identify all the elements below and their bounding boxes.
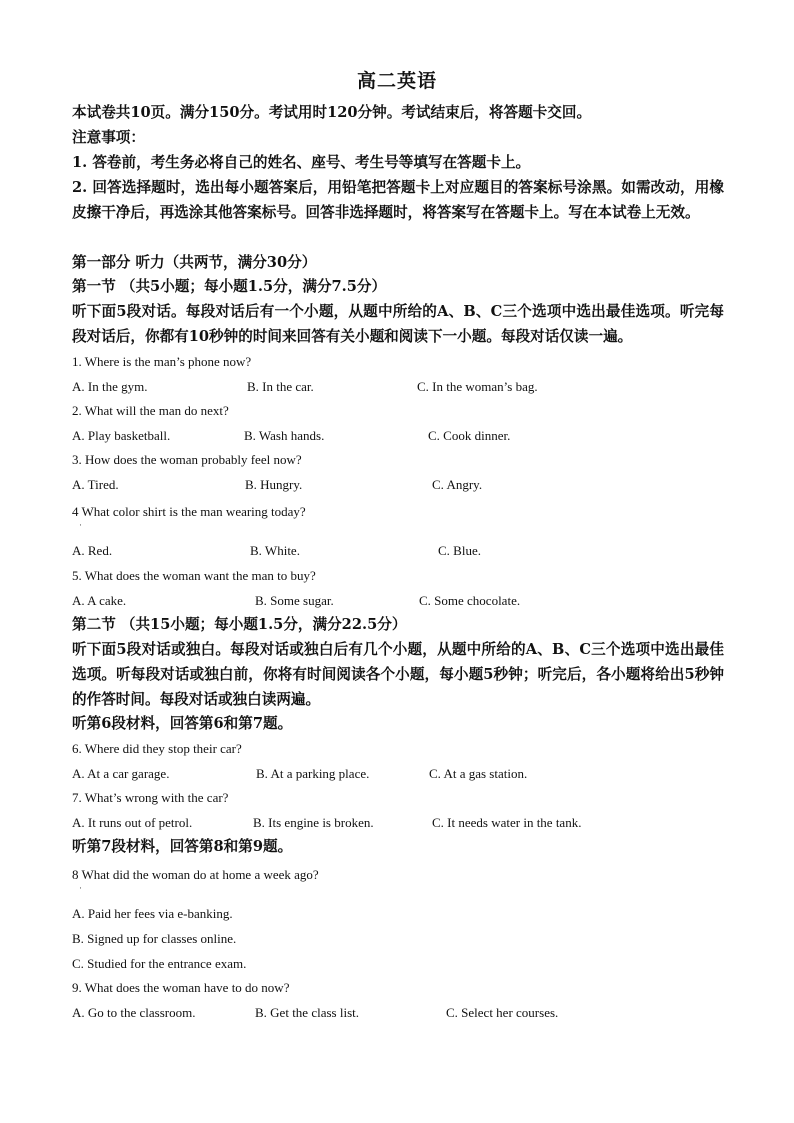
option-a: A. Tired. [72, 477, 119, 492]
option-a: A. In the gym. [72, 379, 148, 394]
question-stem: 4 What color shirt is the man wearing today? [72, 504, 306, 519]
question-stem: 2. What will the man do next? [72, 403, 229, 418]
question-stem: 6. Where did they stop their car? [72, 741, 242, 756]
option-a: A. A cake. [72, 593, 127, 608]
stray-dot-mark: · [79, 883, 82, 893]
option-c: C. Angry. [432, 477, 483, 492]
option-a: A. At a car garage. [72, 766, 170, 781]
option-c: C. It needs water in the tank. [432, 815, 582, 830]
question-stem: 8 What did the woman do at home a week ago? [72, 867, 319, 882]
option-c: C. Cook dinner. [428, 428, 511, 443]
option-b: B. Signed up for classes online. [72, 931, 237, 946]
option-b: B. Get the class list. [255, 1005, 359, 1020]
question-stem: 7. What’s wrong with the car? [72, 790, 229, 805]
part1-title: 第一部分 听力（共两节，满分30分） [72, 254, 317, 271]
option-c: C. At a gas station. [429, 766, 528, 781]
material-6-heading: 听第6段材料，回答第6和第7题。 [72, 715, 293, 732]
option-b: B. Its engine is broken. [253, 815, 374, 830]
option-b: B. Wash hands. [244, 428, 325, 443]
option-b: B. Some sugar. [255, 593, 334, 608]
option-a: A. Paid her fees via e-banking. [72, 906, 233, 921]
question-stem: 9. What does the woman have to do now? [72, 980, 290, 995]
section1-instructions: 听下面5段对话。每段对话后有一个小题，从题中所给的A、B、C三个选项中选出最佳选项。听完每段对话后，你都有10秒钟的时间来回答有关小题和阅读下一小题。每段对话仅读一遍。 [72, 303, 724, 345]
exam-intro: 本试卷共10页。满分150分。考试用时120分钟。考试结束后，将答题卡交回。 [72, 104, 592, 121]
page-title: 高二英语 [356, 70, 437, 92]
option-a: A. Play basketball. [72, 428, 171, 443]
option-c: C. In the woman’s bag. [417, 379, 538, 394]
stray-dot-mark: · [79, 520, 82, 530]
option-a: A. It runs out of petrol. [72, 815, 193, 830]
option-a: A. Go to the classroom. [72, 1005, 196, 1020]
section1-title: 第一节 （共5小题；每小题1.5分，满分7.5分） [72, 278, 387, 295]
notice-item-1: 1. 答卷前，考生务必将自己的姓名、座号、考生号等填写在答题卡上。 [72, 154, 531, 171]
notice-heading: 注意事项： [72, 129, 145, 146]
option-b: B. Hungry. [245, 477, 303, 492]
question-stem: 1. Where is the man’s phone now? [72, 354, 252, 369]
material-7-heading: 听第7段材料，回答第8和第9题。 [72, 838, 293, 855]
question-stem: 5. What does the woman want the man to buy? [72, 568, 316, 583]
option-b: B. White. [250, 543, 300, 558]
notice-item-2: 2. 回答选择题时，选出每小题答案后，用铅笔把答题卡上对应题目的答案标号涂黑。如需改动，用橡皮擦干净后，再选涂其他答案标号。回答非选择题时，将答案写在答题卡上。写在本试卷上无效。 [72, 179, 724, 221]
option-c: C. Studied for the entrance exam. [72, 956, 247, 971]
question-stem: 3. How does the woman probably feel now? [72, 452, 302, 467]
option-b: B. In the car. [247, 379, 314, 394]
section2-title: 第二节 （共15小题；每小题1.5分，满分22.5分） [72, 616, 407, 633]
option-c: C. Blue. [438, 543, 481, 558]
option-c: C. Some chocolate. [419, 593, 521, 608]
option-c: C. Select her courses. [446, 1005, 559, 1020]
section2-instructions: 听下面5段对话或独白。每段对话或独白后有几个小题，从题中所给的A、B、C三个选项中选出最佳选项。听每段对话或独白前，你将有时间阅读各个小题，每小题5秒钟；听完后，各小题将给出5秒钟的作答时间。每段对话或独白读两遍。 [72, 641, 724, 708]
option-b: B. At a parking place. [256, 766, 370, 781]
option-a: A. Red. [72, 543, 113, 558]
